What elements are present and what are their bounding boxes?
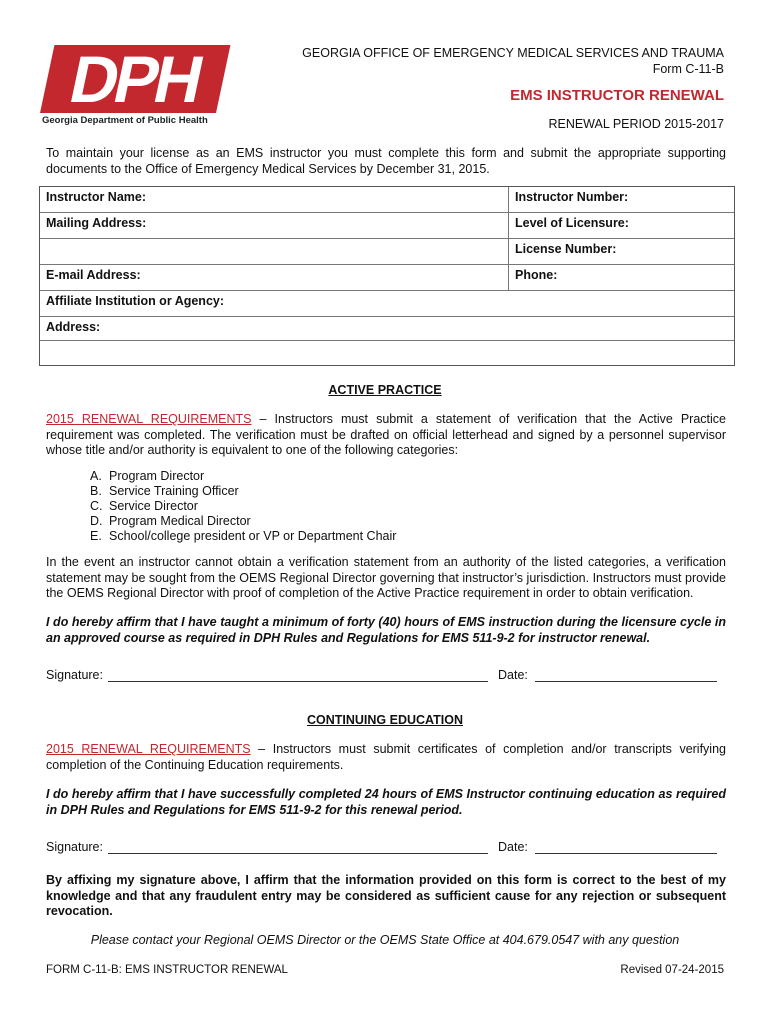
- logo-letters: DPH: [40, 45, 230, 113]
- table-row: [40, 239, 734, 265]
- form-number: Form C-11-B: [652, 62, 724, 76]
- table-row: [40, 317, 734, 341]
- list-item: D. Program Medical Director: [90, 514, 251, 528]
- signature-label: Signature:: [46, 668, 103, 682]
- continuing-education-text: – Instructors must submit certificates of completion and/or transcripts verifying completion of the Continuing Education requirements.: [46, 742, 726, 772]
- active-practice-affirmation: I do hereby affirm that I have taught a minimum of forty (40) hours of EMS instruction during the licensure cycle in an approved course as required in DPH Rules and Regulations for EMS 511-9-2 for instructor renewal.: [46, 615, 726, 645]
- table-row: [40, 341, 734, 365]
- signature-line[interactable]: [108, 681, 488, 682]
- logo-subtitle: Georgia Department of Public Health: [42, 115, 208, 126]
- active-practice-signature-row: [46, 668, 736, 688]
- instructor-number-field[interactable]: Instructor Number:: [515, 190, 629, 204]
- dph-logo: [40, 42, 216, 129]
- mailing-address-line2-field[interactable]: [40, 239, 509, 264]
- continuing-education-title: CONTINUING EDUCATION: [306, 713, 463, 727]
- footer-revised-date: Revised 07-24-2015: [620, 964, 724, 976]
- form-title: EMS INSTRUCTOR RENEWAL: [510, 87, 724, 104]
- renewal-requirements-link[interactable]: 2015 RENEWAL REQUIREMENTS: [46, 412, 252, 426]
- renewal-period: RENEWAL PERIOD 2015-2017: [548, 117, 724, 131]
- date-line[interactable]: [535, 681, 717, 682]
- table-row: [40, 187, 734, 213]
- list-item: A. Program Director: [90, 469, 205, 483]
- table-row: [40, 291, 734, 317]
- active-practice-requirements: [46, 412, 726, 459]
- date-line[interactable]: [535, 853, 717, 854]
- active-practice-text: – Instructors must submit a statement of verification that the Active Practice requirement was completed. The verification must be drafted on official letterhead and signed by a personnel supervisor whose title and/or authority is equivalent to one of the following categories:: [46, 412, 726, 457]
- office-name: GEORGIA OFFICE OF EMERGENCY MEDICAL SERVICES AND TRAUMA: [302, 46, 724, 60]
- list-item: B. Service Training Officer: [90, 484, 239, 498]
- table-row: [40, 213, 734, 239]
- continuing-education-signature-row: [46, 840, 736, 860]
- final-affirmation: By affixing my signature above, I affirm that the information provided on this form is correct to the best of my knowledge and that any fraudulent entry may be considered as sufficient cause for any rejection or subsequent revocation.: [46, 873, 726, 918]
- signature-label: Signature:: [46, 840, 103, 854]
- table-row: [40, 265, 734, 291]
- list-item: E. School/college president or VP or Department Chair: [90, 529, 397, 543]
- phone-field[interactable]: Phone:: [515, 268, 558, 282]
- license-number-field[interactable]: License Number:: [515, 242, 617, 256]
- affiliate-institution-field[interactable]: Affiliate Institution or Agency:: [46, 294, 225, 308]
- mailing-address-field[interactable]: Mailing Address:: [40, 213, 509, 238]
- footer-form-name: FORM C-11-B: EMS INSTRUCTOR RENEWAL: [46, 964, 288, 976]
- renewal-requirements-link[interactable]: 2015 RENEWAL REQUIREMENTS: [46, 742, 251, 756]
- continuing-education-requirements: [46, 742, 726, 773]
- category-list: [90, 469, 396, 544]
- instructor-info-table: [39, 186, 735, 366]
- date-label: Date:: [498, 668, 528, 682]
- continuing-education-affirmation: I do hereby affirm that I have successfully completed 24 hours of EMS Instructor continuing education as required in DPH Rules and Regulations for EMS 511-9-2 for this renewal period.: [46, 787, 726, 817]
- active-practice-title: ACTIVE PRACTICE: [328, 383, 442, 397]
- signature-line[interactable]: [108, 853, 488, 854]
- contact-note: Please contact your Regional OEMS Director or the OEMS State Office at 404.679.0547 with any question: [90, 933, 680, 947]
- list-item: C. Service Director: [90, 499, 198, 513]
- date-label: Date:: [498, 840, 528, 854]
- email-address-field[interactable]: E-mail Address:: [40, 265, 509, 290]
- event-paragraph: In the event an instructor cannot obtain a verification statement from an authority of the listed categories, a verification statement may be sought from the OEMS Regional Director governing that instructor’s jurisdiction. Instructors must provide the OEMS Regional Director with proof of completion of the Active Practice requirement in order to obtain verification.: [46, 555, 726, 600]
- address-field[interactable]: Address:: [46, 320, 101, 334]
- intro-paragraph: To maintain your license as an EMS instructor you must complete this form and submit the appropriate supporting documents to the Office of Emergency Medical Services by December 31, 2015.: [46, 146, 726, 176]
- level-of-licensure-field[interactable]: Level of Licensure:: [515, 216, 629, 230]
- instructor-name-field[interactable]: Instructor Name:: [40, 187, 509, 212]
- address-line2-field[interactable]: [40, 341, 734, 365]
